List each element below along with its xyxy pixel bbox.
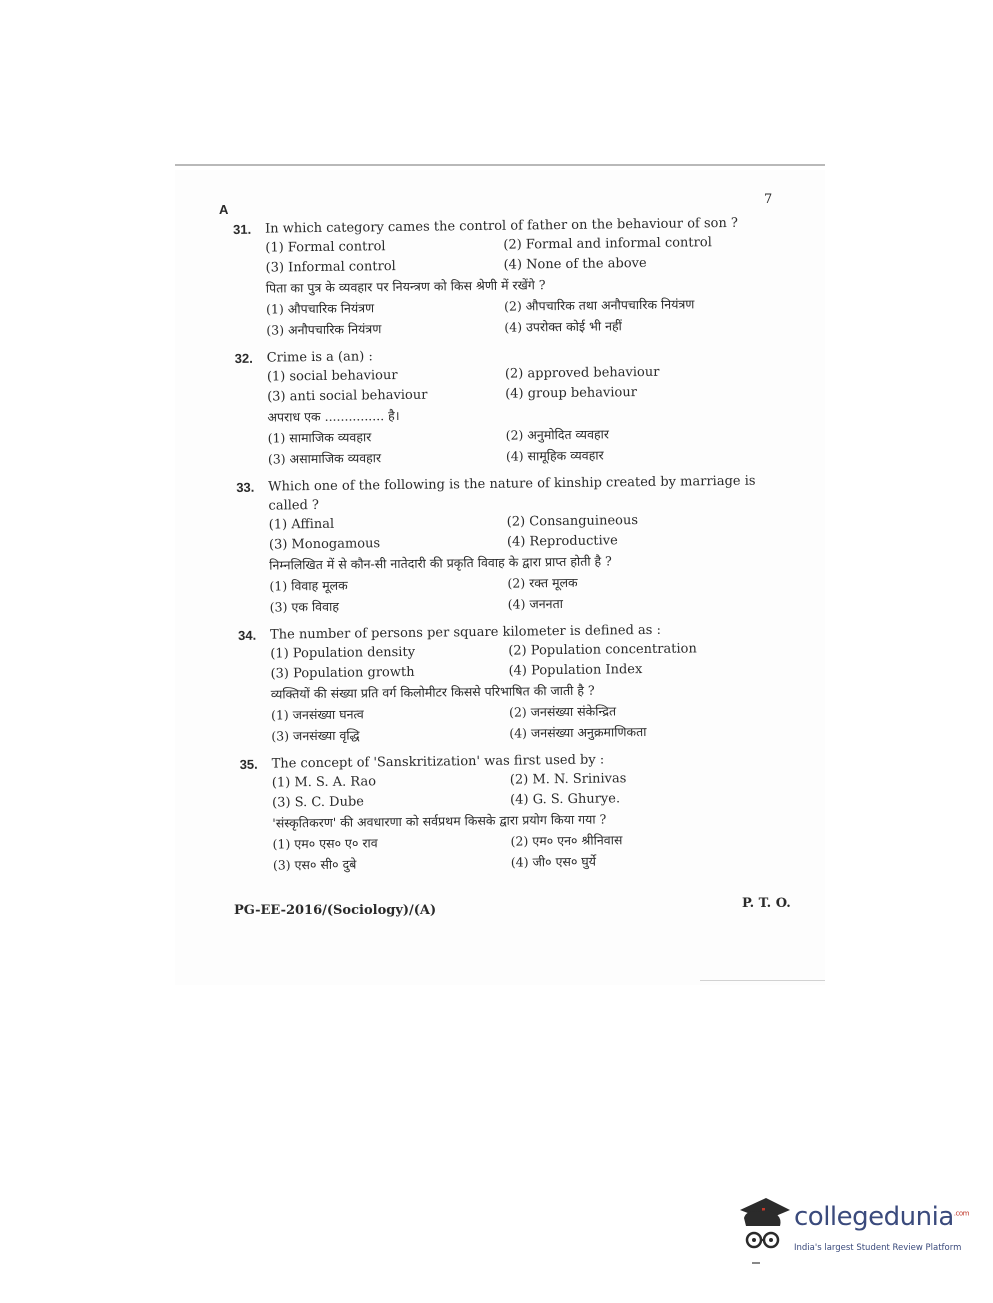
option: (3) Population growth bbox=[270, 664, 415, 682]
question-text-english: In which category cames the control of father on the behaviour of son ? bbox=[265, 215, 739, 237]
option: (1) Population density bbox=[270, 644, 416, 662]
option: (4) None of the above bbox=[503, 255, 647, 273]
question-number: 32. bbox=[234, 350, 253, 366]
question-text-english: The number of persons per square kilometer is defined as : bbox=[269, 622, 662, 643]
question-text-english: Crime is a (an) : bbox=[266, 349, 373, 366]
option: (2) रक्त मूलक bbox=[507, 574, 578, 591]
option: (3) Monogamous bbox=[268, 536, 381, 553]
option: (2) अनुमोदित व्यवहार bbox=[505, 426, 610, 443]
english-options bbox=[270, 638, 778, 684]
option: (2) approved behaviour bbox=[504, 364, 660, 382]
collegedunia-logo bbox=[736, 1196, 969, 1260]
option: (2) एम० एन० श्रीनिवास bbox=[510, 832, 623, 849]
question-number: 31. bbox=[233, 221, 252, 237]
option: (1) सामाजिक व्यवहार bbox=[267, 429, 372, 446]
paper-code: PG-EE-2016/(Sociology)/(A) bbox=[234, 903, 437, 918]
option: (1) Affinal bbox=[268, 516, 335, 533]
option: (3) एस० सी० दुबे bbox=[272, 856, 357, 873]
question-text-hindi: व्यक्तियों की संख्या प्रति वर्ग किलोमीटर किससे परिभाषित की जाती है ? bbox=[270, 682, 595, 702]
option: (4) उपरोक्त कोई भी नहीं bbox=[504, 318, 622, 335]
option: (2) Formal and informal control bbox=[503, 235, 712, 253]
question-set-label: A bbox=[219, 202, 229, 217]
option: (1) जनसंख्या घनत्व bbox=[270, 706, 364, 723]
brand-tagline: India's largest Student Review Platform bbox=[794, 1243, 962, 1253]
page-bottom-edge bbox=[700, 980, 825, 981]
option: (2) Population concentration bbox=[508, 641, 697, 659]
option: (1) एम० एस० ए० राव bbox=[272, 835, 378, 852]
option: (1) औपचारिक नियंत्रण bbox=[265, 300, 375, 317]
brand-suffix: .com bbox=[953, 1209, 969, 1218]
option: (1) M. S. A. Rao bbox=[271, 774, 377, 791]
question-35 bbox=[240, 748, 781, 876]
option: (4) सामूहिक व्यवहार bbox=[505, 447, 604, 464]
brand-name: collegedunia bbox=[794, 1202, 954, 1232]
english-options bbox=[265, 232, 773, 278]
student-mascot-icon bbox=[736, 1196, 792, 1256]
english-options bbox=[267, 361, 775, 407]
question-text-hindi: अपराध एक ............... है। bbox=[267, 407, 400, 425]
option: (2) Consanguineous bbox=[506, 513, 639, 530]
question-32 bbox=[235, 342, 776, 470]
english-options bbox=[269, 509, 777, 555]
option: (2) जनसंख्या संकेन्द्रित bbox=[508, 703, 617, 720]
page-top-edge bbox=[175, 164, 825, 166]
question-31 bbox=[233, 213, 774, 341]
option: (4) जननता bbox=[507, 595, 564, 612]
question-number: 34. bbox=[237, 627, 257, 643]
question-33 bbox=[236, 471, 778, 618]
option: (1) social behaviour bbox=[266, 368, 398, 385]
option: (4) Reproductive bbox=[506, 533, 618, 550]
option: (3) anti social behaviour bbox=[267, 387, 428, 405]
please-turn-over: P. T. O. bbox=[742, 896, 791, 911]
question-text-hindi: 'संस्कृतिकरण' की अवधारणा को सर्वप्रथम किसके द्वारा प्रयोग किया गया ? bbox=[272, 811, 607, 831]
english-options bbox=[272, 767, 780, 813]
question-34 bbox=[238, 619, 779, 747]
question-text-english: Which one of the following is the nature of kinship created by marriage is called ? bbox=[268, 473, 756, 514]
hindi-options bbox=[266, 292, 774, 340]
option: (4) जनसंख्या अनुक्रमाणिकता bbox=[509, 723, 647, 741]
scan-mark bbox=[752, 1262, 760, 1264]
option: (3) असामाजिक व्यवहार bbox=[267, 450, 382, 467]
option: (4) जी० एस० घुर्ये bbox=[510, 853, 597, 870]
hindi-options bbox=[269, 569, 777, 617]
option: (2) औपचारिक तथा अनौपचारिक नियंत्रण bbox=[503, 296, 695, 314]
hindi-options bbox=[271, 698, 779, 746]
option: (4) G. S. Ghurye. bbox=[510, 791, 621, 808]
option: (3) एक विवाह bbox=[269, 598, 340, 615]
question-number: 35. bbox=[239, 756, 258, 772]
hindi-options bbox=[268, 421, 776, 469]
hindi-options bbox=[272, 827, 780, 875]
option: (3) अनौपचारिक नियंत्रण bbox=[266, 321, 382, 338]
option: (1) Formal control bbox=[265, 239, 386, 256]
question-list bbox=[233, 213, 781, 884]
option: (4) group behaviour bbox=[505, 385, 638, 402]
question-text-hindi: निम्नलिखित में से कौन-सी नातेदारी की प्रकृति विवाह के द्वारा प्राप्त होती है ? bbox=[269, 553, 612, 573]
option: (4) Population Index bbox=[508, 662, 643, 679]
option: (1) विवाह मूलक bbox=[269, 577, 348, 594]
option: (2) M. N. Srinivas bbox=[509, 771, 627, 788]
option: (3) जनसंख्या वृद्धि bbox=[271, 727, 360, 744]
question-text-english: The concept of 'Sanskritization' was first used by : bbox=[271, 752, 605, 772]
question-number: 33. bbox=[236, 479, 255, 495]
option: (3) Informal control bbox=[265, 259, 396, 276]
page-number: 7 bbox=[764, 192, 773, 207]
option: (3) S. C. Dube bbox=[272, 794, 365, 811]
question-text-hindi: पिता का पुत्र के व्यवहार पर नियन्त्रण को किस श्रेणी में रखेंगे ? bbox=[265, 277, 546, 296]
